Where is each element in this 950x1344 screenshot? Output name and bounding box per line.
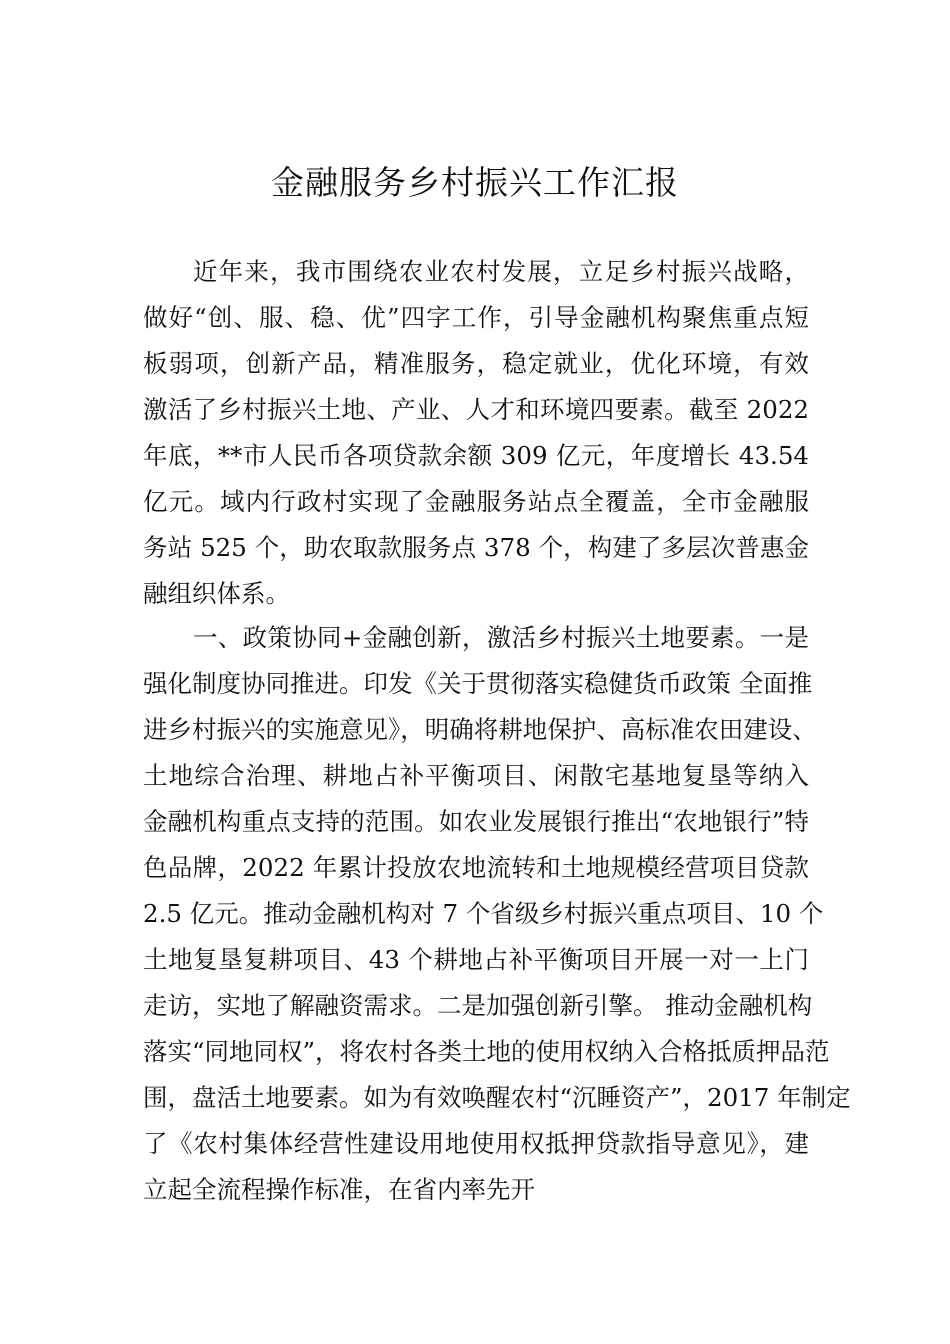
text-line: 金融机构重点支持的范围。如农业发展银行推出“农地银行”特 [143, 807, 809, 836]
text-line: 一、政策协同+金融创新，激活乡村振兴土地要素。一是 [193, 623, 809, 652]
text-line: 强化制度协同推进。印发《关于贯彻落实稳健货币政策 全面推 [143, 669, 813, 698]
text-line: 色品牌，2022 年累计投放农地流转和土地规模经营项目贷款 [143, 853, 809, 882]
text-line: 围，盘活土地要素。如为有效唤醒农村“沉睡资产”，2017 年制定 [143, 1083, 851, 1112]
text-line: 土地综合治理、耕地占补平衡项目、闲散宅基地复垦等纳入 [143, 761, 809, 790]
text-line: 近年来，我市围绕农业农村发展，立足乡村振兴战略， [193, 257, 809, 286]
paragraph-intro [143, 249, 809, 617]
text-line: 务站 525 个，助农取款服务点 378 个，构建了多层次普惠金 [143, 533, 809, 562]
text-line: 亿元。域内行政村实现了金融服务站点全覆盖，全市金融服 [143, 487, 809, 516]
text-line: 进乡村振兴的实施意见》，明确将耕地保护、高标准农田建设、 [143, 715, 817, 744]
text-line: 立起全流程操作标准，在省内率先开 [143, 1175, 535, 1204]
text-line: 融组织体系。 [143, 579, 290, 608]
text-line: 激活了乡村振兴土地、产业、人才和环境四要素。截至 2022 [143, 395, 809, 424]
document-title: 金融服务乡村振兴工作汇报 [271, 163, 679, 202]
text-line: 年底，**市人民币各项贷款余额 309 亿元，年度增长 43.54 [143, 441, 809, 470]
text-line: 走访，实地了解融资需求。二是加强创新引擎。 推动金融机构 [143, 991, 813, 1020]
text-line: 落实“同地同权”，将农村各类土地的使用权纳入合格抵质押品范 [143, 1037, 830, 1066]
text-line: 板弱项，创新产品，精准服务，稳定就业，优化环境，有效 [143, 349, 809, 378]
text-line: 土地复垦复耕项目、43 个耕地占补平衡项目开展一对一上门 [143, 945, 809, 974]
text-line: 了《农村集体经营性建设用地使用权抵押贷款指导意见》，建 [143, 1129, 809, 1158]
text-line: 2.5 亿元。推动金融机构对 7 个省级乡村振兴重点项目、10 个 [143, 899, 824, 928]
text-line: 做好“创、服、稳、优”四字工作，引导金融机构聚焦重点短 [143, 303, 809, 332]
paragraph-section-one [143, 615, 851, 1213]
